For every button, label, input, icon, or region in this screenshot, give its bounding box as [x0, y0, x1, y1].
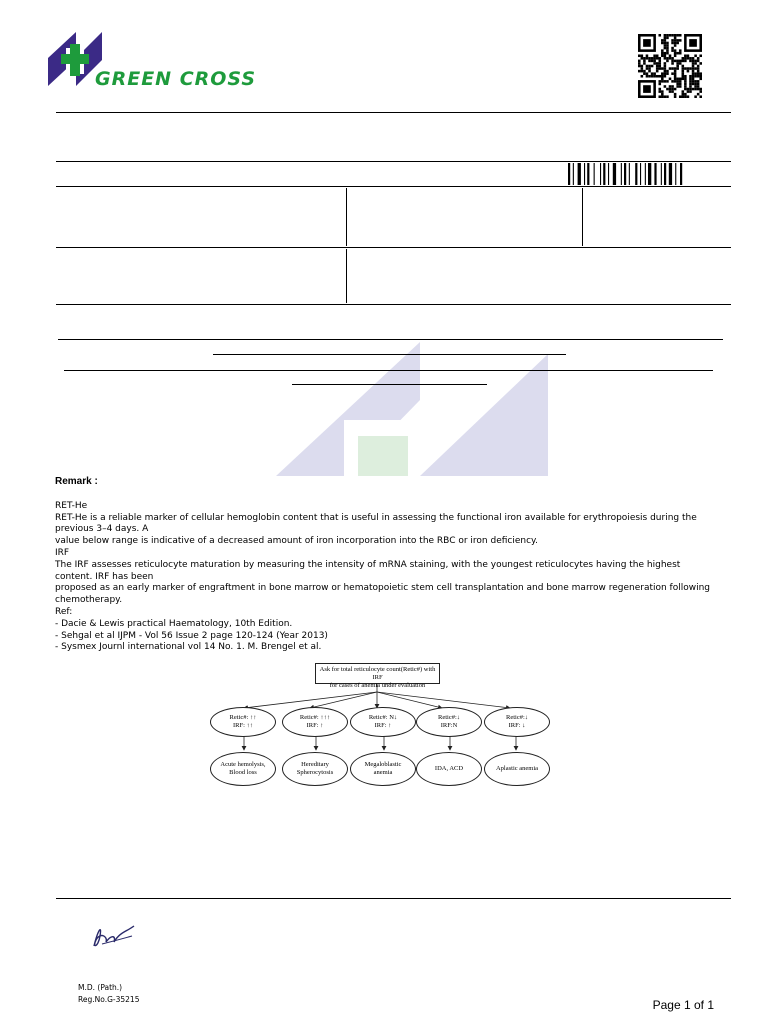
flowchart-outcome-1: Acute hemolysis, Blood loss: [210, 752, 276, 786]
watermark-logo-icon: [276, 340, 550, 478]
result-rule: [64, 370, 713, 371]
remark-line: RET-He: [55, 500, 88, 511]
remark-line: IRF: [55, 547, 70, 558]
patient-box-bottom: [56, 304, 731, 305]
doctor-designation: M.D. (Path.): [78, 983, 123, 992]
signature-icon: [88, 918, 138, 952]
remark-line: proposed as an early marker of engraftment in bone marrow or hematopoietic stem cell transplantation and bone marrow regeneration following chemotherapy.: [55, 583, 711, 606]
remark-line: - Sehgal et al IJPM - Vol 56 Issue 2 page 120-124 (Year 2013): [55, 630, 328, 641]
patient-box-rule: [56, 247, 731, 248]
flowchart-root-line: Ask for total reticulocyte count(Retic#) with IRF: [319, 666, 436, 681]
result-rule: [292, 384, 487, 385]
remark-line: RET-He is a reliable marker of cellular hemoglobin content that is useful in assessing the functional iron available for erythropoiesis during the previous 3–4 days. A: [55, 512, 697, 535]
patient-box-col-divider: [582, 188, 583, 246]
remarks-title: Remark :: [55, 476, 98, 487]
flowchart-outcome-2: Hereditary Spherocytosis: [282, 752, 348, 786]
flowchart-node-retic-4: Retic#:↓ IRF:N: [416, 707, 482, 737]
remarks-section: [55, 476, 715, 654]
flowchart-node-retic-3: Retic#: N↓ IRF: ↑: [350, 707, 416, 737]
barcode-icon: [568, 163, 720, 185]
page-number: Page 1 of 1: [652, 998, 714, 1012]
flowchart-root-box: [315, 663, 440, 689]
logo-text: GREEN CROSS: [95, 68, 257, 90]
patient-box-col-divider: [346, 249, 347, 303]
doctor-reg-no: Reg.No.G-35215: [78, 995, 140, 1004]
remark-line: - Dacie & Lewis practical Haematology, 10th Edition.: [55, 618, 293, 629]
flowchart-node-retic-1: Retic#: ↑↑ IRF: ↑↑: [210, 707, 276, 737]
remark-line: value below range is indicative of a decreased amount of iron incorporation into the RBC or iron deficiency.: [55, 536, 538, 547]
qr-code-icon: [638, 34, 702, 98]
flowchart-outcome-3: Megaloblastic anemia: [350, 752, 416, 786]
result-rule: [58, 339, 723, 340]
patient-box-col-divider: [346, 188, 347, 246]
flowchart-node-retic-2: Retic#: ↑↑↑ IRF: ↑: [282, 707, 348, 737]
remark-line: Ref:: [55, 606, 73, 617]
flowchart-outcome-4: IDA, ACD: [416, 752, 482, 786]
footer-divider: [56, 898, 731, 899]
header-divider: [56, 112, 731, 113]
patient-box-rule: [56, 186, 731, 187]
result-rule: [213, 354, 566, 355]
remark-line: The IRF assesses reticulocyte maturation by measuring the intensity of mRNA staining, with the youngest reticulocytes having the highest content. IRF has been: [55, 559, 681, 582]
flowchart-root-line: for cases of anemia under evaluation: [329, 682, 426, 689]
flowchart-outcome-5: Aplastic anemia: [484, 752, 550, 786]
remark-line: - Sysmex Journl international vol 14 No. 1. M. Brengel et al.: [55, 642, 322, 653]
flowchart-node-retic-5: Retic#:↓ IRF: ↓: [484, 707, 550, 737]
patient-box-top: [56, 161, 731, 162]
